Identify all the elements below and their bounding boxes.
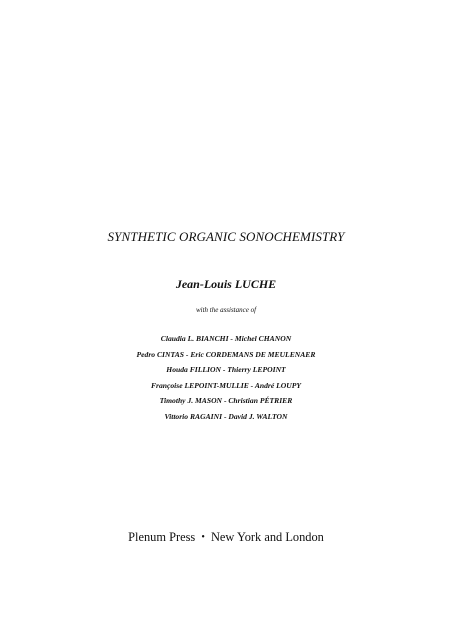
- contributor-line: Houda FILLION - Thierry LEPOINT: [166, 365, 286, 375]
- contributor-list: [0, 331, 452, 425]
- author-name: Jean-Louis LUCHE: [175, 277, 277, 291]
- publisher-line: [0, 530, 452, 545]
- contributor-line: Timothy J. MASON - Christian PÉTRIER: [159, 396, 293, 406]
- book-title: SYNTHETIC ORGANIC SONOCHEMISTRY: [107, 229, 345, 244]
- contributor-line: Pedro CINTAS - Eric CORDEMANS DE MEULENAER: [136, 349, 316, 359]
- publisher-name: Plenum Press: [128, 530, 196, 544]
- bullet-separator: •: [201, 532, 205, 543]
- publisher-location: New York and London: [210, 530, 324, 544]
- contributor-line: Claudia L. BIANCHI - Michel CHANON: [160, 334, 292, 343]
- assistance-label: with the assistance of: [195, 306, 257, 314]
- contributor-line: Vittorio RAGAINI - David J. WALTON: [164, 411, 288, 421]
- contributor-line: Françoise LEPOINT-MULLIE - André LOUPY: [150, 380, 302, 390]
